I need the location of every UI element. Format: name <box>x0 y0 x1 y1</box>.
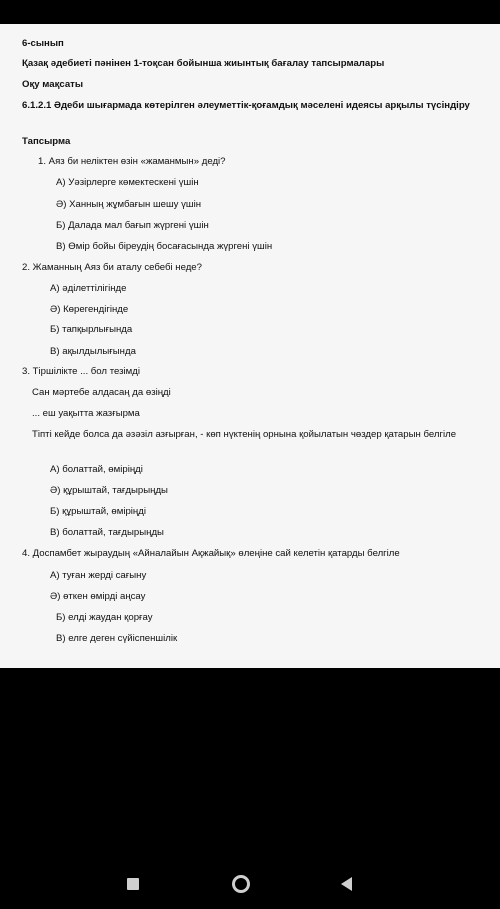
answer-option[interactable]: Б) елді жаудан қорғау <box>56 612 153 623</box>
home-icon[interactable] <box>229 872 253 896</box>
answer-option[interactable]: В) ақылдылығында <box>50 346 136 357</box>
answer-option[interactable]: Ә) өткен өмірді аңсау <box>50 591 146 602</box>
answer-option[interactable]: А) болаттай, өміріңді <box>50 464 143 475</box>
answer-option[interactable]: Ә) құрыштай, тағдырыңды <box>50 485 168 496</box>
question-2-text: 2. Жаманның Аяз би аталу себебі неде? <box>22 262 202 273</box>
question-3-instruction: Тіпті кейде болса да әзәзіл азғырған, - көп нүктенің орнына қойылатын чөздер қатарын белгіле <box>32 429 457 440</box>
answer-option[interactable]: В) Өмір бойы біреудің босағасында жүргені үшін <box>56 241 273 252</box>
back-icon[interactable] <box>335 872 359 896</box>
objective-text: 6.1.2.1 Әдеби шығармада көтерілген әлеуметтік-қоғамдық мәселені идеясы арқылы түсіндіру <box>22 100 470 111</box>
answer-option[interactable]: Ә) Көрегендігінде <box>50 304 129 315</box>
question-4-text: 4. Доспамбет жыраудың «Айналайын Ақжайық» өлеңіне сай келетін қатарды белгіле <box>22 548 400 559</box>
task-heading: Тапсырма <box>22 136 71 147</box>
poem-line: ... еш уақытта жазғырма <box>32 408 140 419</box>
document-title: Қазақ әдебиеті пәнінен 1-тоқсан бойынша жиынтық бағалау тапсырмалары <box>22 58 385 69</box>
answer-option[interactable]: В) елге деген сүйіспеншілік <box>56 633 178 644</box>
answer-option[interactable]: Ә) Ханның жұмбағын шешу үшін <box>56 199 202 210</box>
objective-heading: Оқу мақсаты <box>22 79 84 90</box>
answer-option[interactable]: В) болаттай, тағдырыңды <box>50 527 164 538</box>
answer-option[interactable]: А) әділеттілігінде <box>50 283 127 294</box>
answer-option[interactable]: Б) тапқырлығында <box>50 324 133 335</box>
answer-option[interactable]: Б) құрыштай, өміріңді <box>50 506 146 517</box>
recent-apps-icon[interactable] <box>121 872 145 896</box>
document-page <box>0 24 500 668</box>
poem-line: Сан мәртебе алдасаң да өзіңді <box>32 387 171 398</box>
answer-option[interactable]: А) Уәзірлерге көмектескені үшін <box>56 177 199 188</box>
question-3-text: 3. Тіршілікте ... бол тезімді <box>22 366 140 377</box>
grade-label: 6-сынып <box>22 38 64 49</box>
answer-option[interactable]: Б) Далада мал бағып жүргені үшін <box>56 220 209 231</box>
answer-option[interactable]: А) туған жерді сағыну <box>50 570 147 581</box>
question-1-text: 1. Аяз би неліктен өзін «жаманмын» деді? <box>38 156 226 167</box>
